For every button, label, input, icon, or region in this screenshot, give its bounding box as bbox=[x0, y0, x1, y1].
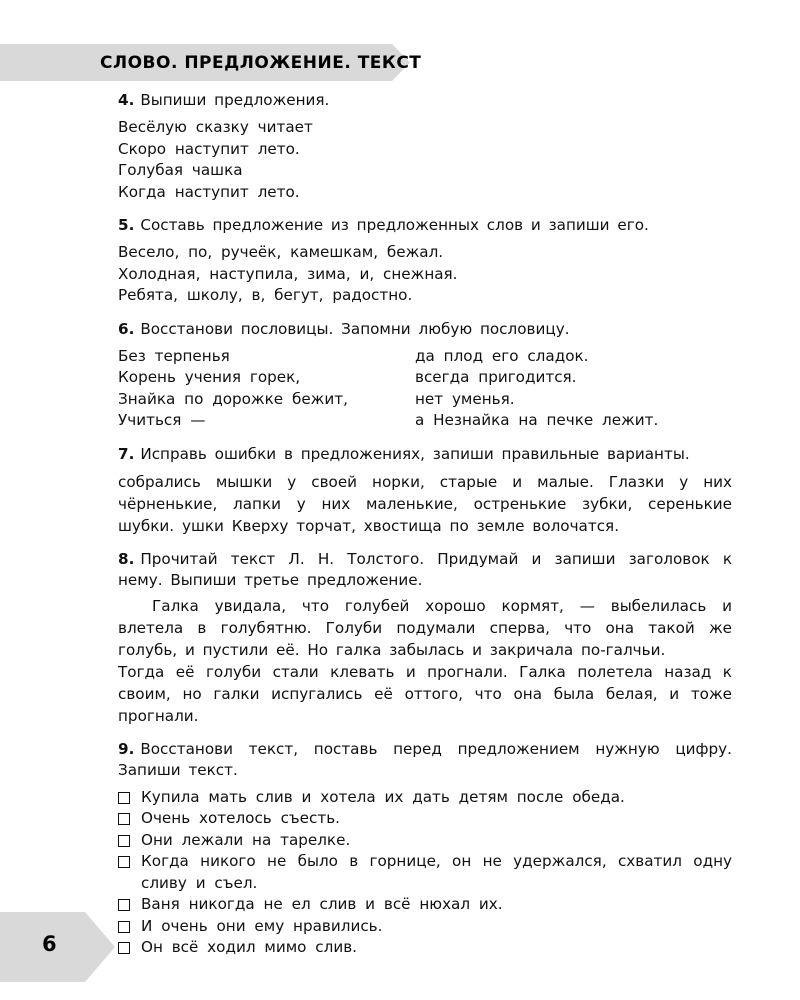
proverb-end: нет уменья. bbox=[415, 389, 515, 408]
task-line: Весёлую сказку читает bbox=[118, 118, 313, 136]
task-6 bbox=[100, 319, 732, 432]
task-number: 7. bbox=[118, 444, 135, 463]
task-number: 6. bbox=[118, 319, 135, 338]
task-7-heading bbox=[118, 444, 732, 465]
task-8 bbox=[100, 549, 732, 727]
order-checkbox[interactable] bbox=[118, 792, 130, 804]
sentence-item bbox=[118, 851, 732, 894]
task-number: 5. bbox=[118, 216, 135, 234]
task-number: 4. bbox=[118, 91, 135, 109]
proverb-start: Учиться — bbox=[118, 411, 206, 429]
task-9-heading bbox=[118, 739, 732, 781]
task-instruction: Составь предложение из предложенных слов и запиши его. bbox=[140, 216, 649, 234]
sentence-text: Он всё ходил мимо слив. bbox=[141, 938, 357, 956]
task-instruction: Прочитай текст Л. Н. Толстого. Придумай и запиши заголовок к нему. Выпиши третье предложение. bbox=[118, 549, 732, 589]
proverb-start: Без терпенья bbox=[118, 346, 230, 365]
order-checkbox[interactable] bbox=[118, 813, 130, 825]
task-8-heading bbox=[118, 549, 732, 591]
order-checkbox[interactable] bbox=[118, 921, 130, 933]
sentence-text: Купила мать слив и хотела их дать детям после обеда. bbox=[141, 787, 625, 806]
proverb-row bbox=[118, 410, 732, 432]
task-instruction: Восстанови текст, поставь перед предложением нужную цифру. Запиши текст. bbox=[118, 739, 732, 779]
task-line: Голубая чашка bbox=[118, 161, 243, 179]
task-5-heading bbox=[118, 215, 732, 236]
task-number: 8. bbox=[118, 549, 135, 568]
task-5-lines bbox=[118, 242, 732, 307]
sentence-item bbox=[118, 937, 732, 959]
proverb-row bbox=[118, 346, 732, 368]
task-5 bbox=[100, 215, 732, 307]
proverb-start: Знайка по дорожке бежит, bbox=[118, 389, 348, 408]
order-checkbox[interactable] bbox=[118, 942, 130, 954]
sentence-item bbox=[118, 894, 732, 916]
proverb-start: Корень учения горек, bbox=[118, 368, 301, 386]
story-paragraph-2: Тогда её голуби стали клевать и прогнали. Галка полетела назад к своим, но галки испугались её оттого, что она была белая, и тоже прогнали. bbox=[118, 662, 732, 725]
order-checkbox[interactable] bbox=[118, 835, 130, 847]
section-header-banner bbox=[0, 44, 422, 81]
task-7 bbox=[100, 444, 732, 537]
proverb-row bbox=[118, 389, 732, 411]
task-line: Ребята, школу, в, бегут, радостно. bbox=[118, 286, 413, 304]
sentence-item bbox=[118, 830, 732, 852]
task-instruction: Выпиши предложения. bbox=[140, 91, 330, 109]
proverb-end: всегда пригодится. bbox=[415, 368, 577, 386]
task-line: Скоро наступит лето. bbox=[118, 139, 300, 158]
story-paragraph-1: Галка увидала, что голубей хорошо кормят, — выбелилась и влетела в голубятню. Голуби подумали сперва, что она такой же голубь, и пустили её. Но галка забылась и закричала по-галчьи. bbox=[118, 596, 732, 659]
task-instruction: Исправь ошибки в предложениях, запиши правильные варианты. bbox=[140, 444, 690, 463]
task-9 bbox=[100, 739, 732, 959]
proverb-end: да плод его сладок. bbox=[415, 346, 589, 365]
task-number: 9. bbox=[118, 739, 135, 758]
task-7-text: собрались мышки у своей норки, старые и малые. Глазки у них чёрненькие, лапки у них маленькие, остренькие зубки, серенькие шубки. ушки Кверху торчат, хвостища по земле волочатся. bbox=[118, 472, 732, 535]
sentence-text: Очень хотелось съесть. bbox=[141, 809, 340, 827]
task-line: Холодная, наступила, зима, и, снежная. bbox=[118, 264, 458, 283]
sentence-item bbox=[118, 916, 732, 938]
section-title: СЛОВО. ПРЕДЛОЖЕНИЕ. ТЕКСТ bbox=[100, 53, 422, 73]
task-line: Когда наступит лето. bbox=[118, 182, 300, 201]
task-4-lines bbox=[118, 117, 732, 203]
sentence-item bbox=[118, 787, 732, 809]
proverb-end: а Незнайка на печке лежит. bbox=[415, 411, 659, 429]
proverb-row bbox=[118, 367, 732, 389]
task-4-heading bbox=[118, 90, 732, 111]
page-number-tab bbox=[0, 912, 115, 982]
sentence-text: И очень они ему нравились. bbox=[141, 916, 383, 935]
task-4 bbox=[100, 90, 732, 203]
sentence-text: Они лежали на тарелке. bbox=[141, 830, 351, 849]
order-checkbox[interactable] bbox=[118, 899, 130, 911]
sentence-text: Когда никого не было в горнице, он не удержался, схватил одну сливу и съел. bbox=[141, 852, 732, 892]
page-number: 6 bbox=[42, 932, 57, 956]
page-tab-shape bbox=[0, 912, 115, 982]
task-6-heading bbox=[118, 319, 732, 340]
order-checkbox[interactable] bbox=[118, 856, 130, 868]
sentence-text: Ваня никогда не ел слив и всё нюхал их. bbox=[141, 895, 503, 913]
page-content bbox=[100, 90, 732, 971]
sentence-item bbox=[118, 808, 732, 830]
proverb-table bbox=[118, 346, 732, 432]
task-line: Весело, по, ручеёк, камешкам, бежал. bbox=[118, 243, 444, 261]
task-instruction: Восстанови пословицы. Запомни любую пословицу. bbox=[140, 319, 570, 338]
